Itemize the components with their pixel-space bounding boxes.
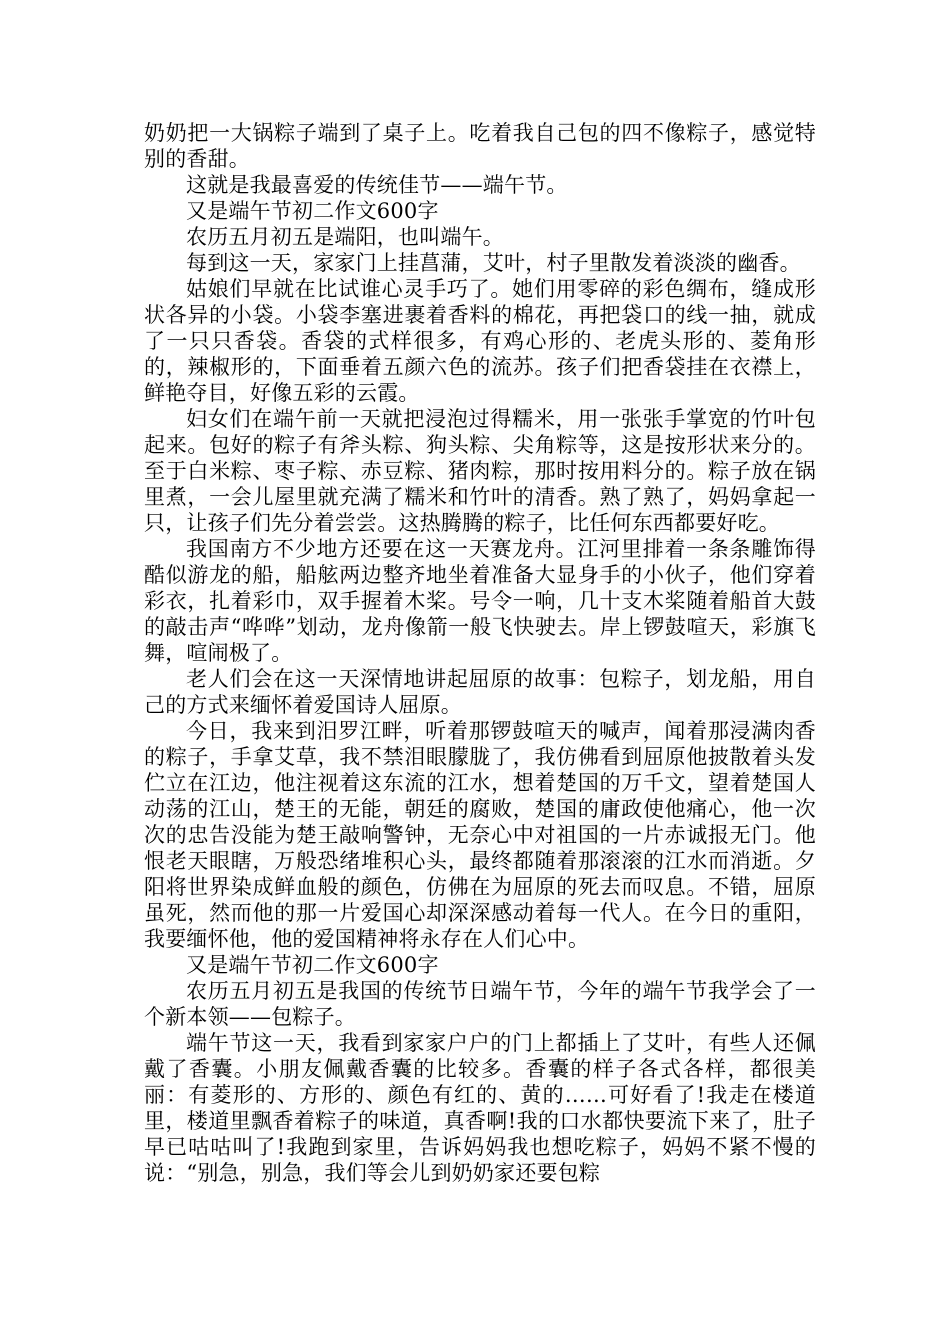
- paragraph: 老人们会在这一天深情地讲起屈原的故事：包粽子，划龙船，用自己的方式来缅怀着爱国诗人屈原。: [144, 667, 816, 717]
- paragraph: 每到这一天，家家门上挂菖蒲，艾叶，村子里散发着淡淡的幽香。: [186, 251, 801, 275]
- paragraph: 这就是我最喜爱的传统佳节——端午节。: [186, 173, 568, 197]
- paragraph: 农历五月初五是端阳，也叫端午。: [186, 225, 504, 249]
- paragraph: 我国南方不少地方还要在这一天赛龙舟。江河里排着一条条雕饰得酷似游龙的船，船舷两边整齐地坐着准备大显身手的小伙子，他们穿着彩衣，扎着彩巾，双手握着木桨。号令一响，几十支木桨随着船首大鼓的敲击声“哗哗”划动，龙舟像箭一般飞快驶去。岸上锣鼓喧天，彩旗飞舞，喧闹极了。: [144, 537, 816, 665]
- paragraph: 奶奶把一大锅粽子端到了桌子上。吃着我自己包的四不像粽子，感觉特别的香甜。: [144, 121, 816, 171]
- paragraph: 姑娘们早就在比试谁心灵手巧了。她们用零碎的彩色绸布，缝成形状各异的小袋。小袋李塞进裹着香料的棉花，再把袋口的线一抽，就成了一只只香袋。香袋的式样很多，有鸡心形的、老虎头形的、菱角形的，辣椒形的，下面垂着五颜六色的流苏。孩子们把香袋挂在衣襟上，鲜艳夺目，好像五彩的云霞。: [144, 277, 816, 405]
- paragraph: 今日，我来到汨罗江畔，听着那锣鼓喧天的喊声，闻着那浸满肉香的粽子，手拿艾草，我不禁泪眼朦胧了，我仿佛看到屈原他披散着头发伫立在江边，他注视着这东流的江水，想着楚国的万千文，望着楚国人动荡的江山，楚王的无能，朝廷的腐败，楚国的庸政使他痛心，他一次次的忠告没能为楚王敲响警钟，无奈心中对祖国的一片赤诚报无门。他恨老天眼瞎，万般恐绪堆积心头，最终都随着那滚滚的江水而消逝。夕阳将世界染成鲜血般的颜色，仿佛在为屈原的死去而叹息。不错，屈原虽死，然而他的那一片爱国心却深深感动着每一代人。在今日的重阳，我要缅怀他，他的爱国精神将永存在人们心中。: [144, 719, 816, 951]
- paragraph: 妇女们在端午前一天就把浸泡过得糯米，用一张张手掌宽的竹叶包起来。包好的粽子有斧头粽、狗头粽、尖角粽等，这是按形状来分的。至于白米粽、枣子粽、赤豆粽、猪肉粽，那时按用料分的。粽子放在锅里煮，一会儿屋里就充满了糯米和竹叶的清香。熟了熟了，妈妈拿起一只，让孩子们先分着尝尝。这热腾腾的粽子，比任何东西都要好吃。: [144, 407, 816, 535]
- document-body: [144, 120, 816, 1186]
- section-title: 又是端午节初二作文600字: [186, 199, 439, 223]
- paragraph: 端午节这一天，我看到家家户户的门上都插上了艾叶，有些人还佩戴了香囊。小朋友佩戴香囊的比较多。香囊的样子各式各样，都很美丽：有菱形的、方形的、颜色有红的、黄的……可好看了!我走在楼道里，楼道里飘香着粽子的味道，真香啊!我的口水都快要流下来了，肚子早已咕咕叫了!我跑到家里，告诉妈妈我也想吃粽子，妈妈不紧不慢的说：“别急，别急，我们等会儿到奶奶家还要包粽: [144, 1031, 816, 1185]
- paragraph: 农历五月初五是我国的传统节日端午节，今年的端午节我学会了一个新本领——包粽子。: [144, 979, 816, 1029]
- section-title: 又是端午节初二作文600字: [186, 953, 439, 977]
